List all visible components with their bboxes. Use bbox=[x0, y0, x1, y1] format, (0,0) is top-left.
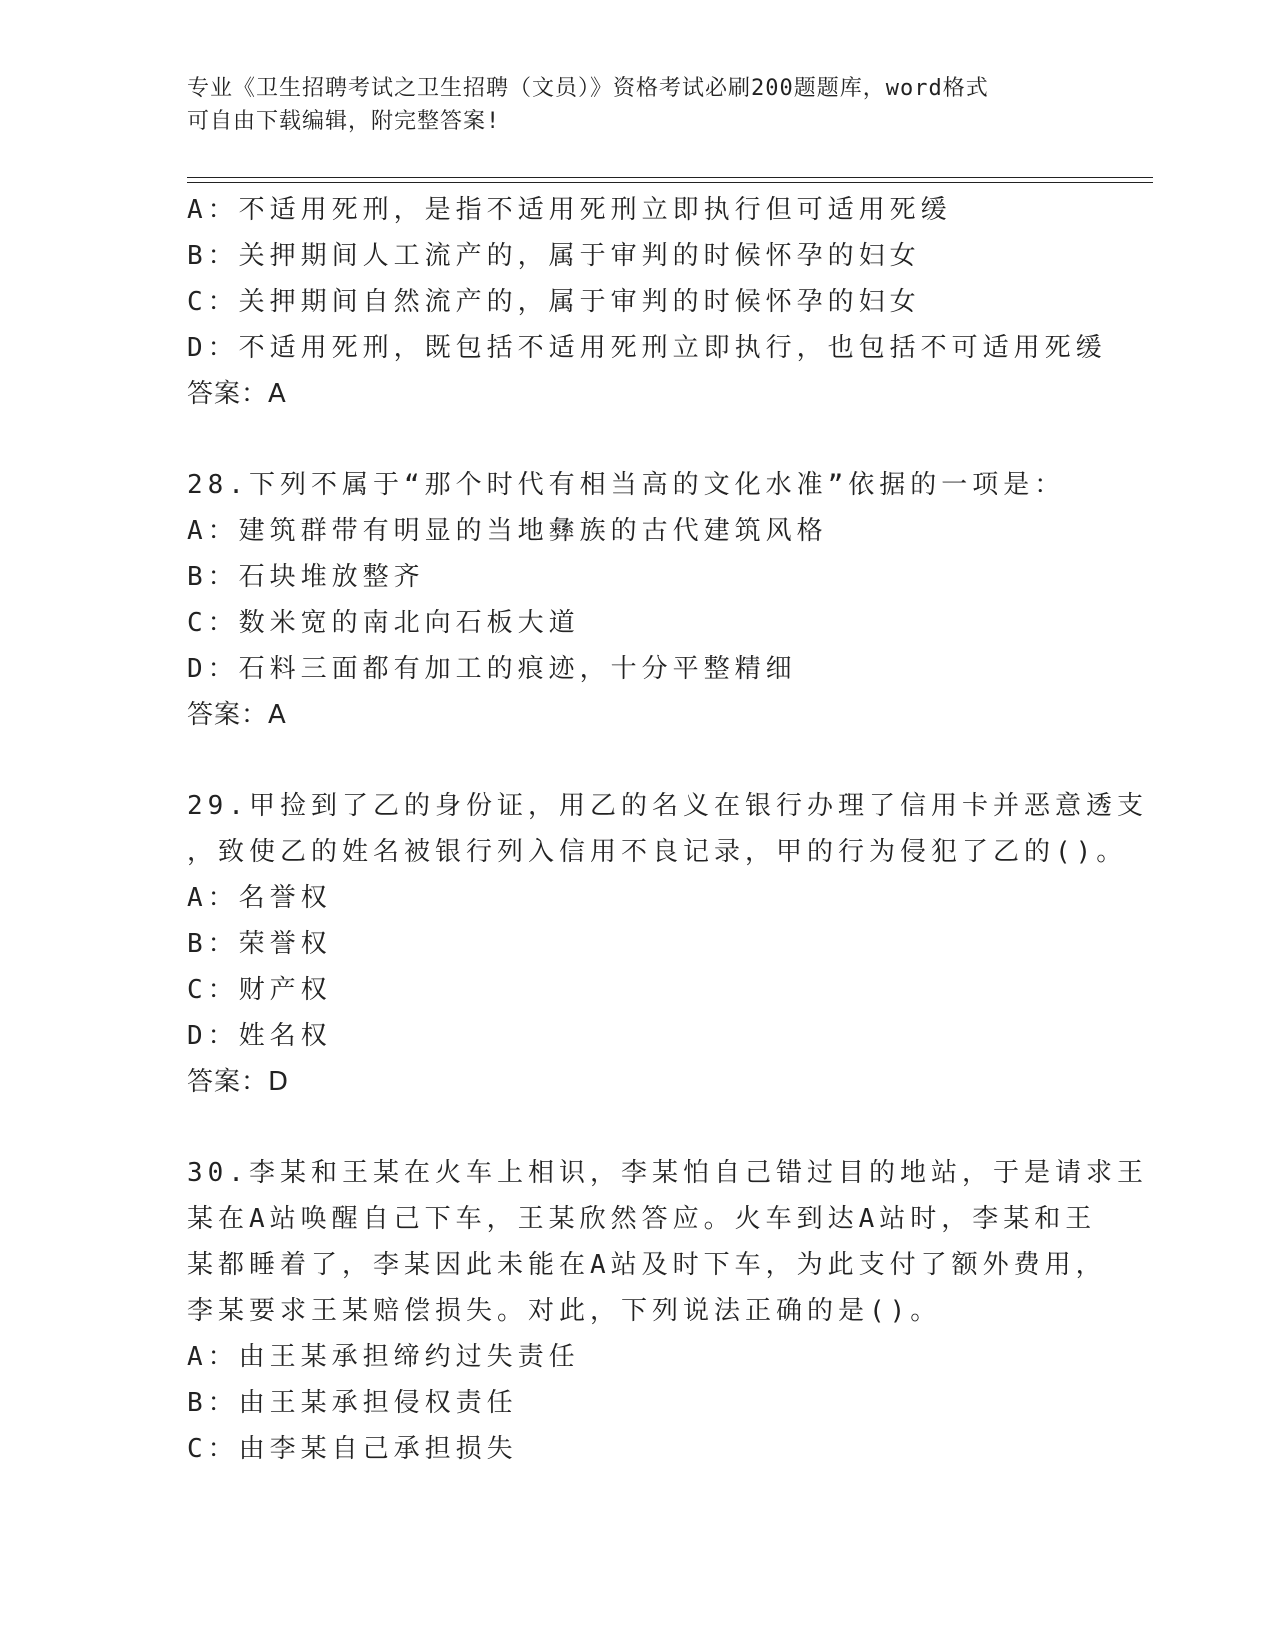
option-a: A：由王某承担缔约过失责任 bbox=[187, 1342, 580, 1372]
question-stem-line-3: 某都睡着了，李某因此未能在A站及时下车，为此支付了额外费用， bbox=[187, 1250, 1107, 1280]
option-d: D：石料三面都有加工的痕迹，十分平整精细 bbox=[187, 654, 797, 684]
option-d: D：姓名权 bbox=[187, 1021, 332, 1051]
option-a: A：名誉权 bbox=[187, 883, 332, 913]
option-b: B：荣誉权 bbox=[187, 929, 332, 959]
question-stem-line-2: 某在A站唤醒自己下车，王某欣然答应。火车到达A站时，李某和王 bbox=[187, 1204, 1097, 1234]
question-stem-line-1: 29.甲捡到了乙的身份证，用乙的名义在银行办理了信用卡并恶意透支 bbox=[187, 791, 1148, 821]
question-stem-line-4: 李某要求王某赔偿损失。对此，下列说法正确的是()。 bbox=[187, 1296, 942, 1326]
option-c: C：由李某自己承担损失 bbox=[187, 1434, 518, 1464]
question-30 bbox=[187, 1150, 1148, 1472]
question-stem-line-2: ，致使乙的姓名被银行列入信用不良记录，甲的行为侵犯了乙的()。 bbox=[187, 837, 1128, 867]
option-b: B：石块堆放整齐 bbox=[187, 562, 425, 592]
question-stem: 28.下列不属于“那个时代有相当高的文化水准”依据的一项是： bbox=[187, 470, 1066, 500]
question-28 bbox=[187, 462, 1087, 738]
question-27 bbox=[187, 187, 1107, 417]
question-spacer bbox=[187, 1105, 1087, 1150]
option-a: A：不适用死刑，是指不适用死刑立即执行但可适用死缓 bbox=[187, 195, 952, 225]
question-29 bbox=[187, 783, 1148, 1105]
answer: 答案：D bbox=[187, 1067, 290, 1097]
question-list bbox=[187, 187, 1148, 1472]
option-c: C：财产权 bbox=[187, 975, 332, 1005]
question-spacer bbox=[187, 738, 1087, 783]
question-spacer bbox=[187, 417, 1087, 462]
option-c: C：数米宽的南北向石板大道 bbox=[187, 608, 580, 638]
header-title-line-1: 专业《卫生招聘考试之卫生招聘（文员）》资格考试必刷200题题库，word格式 bbox=[187, 76, 989, 101]
option-c: C：关押期间自然流产的，属于审判的时候怀孕的妇女 bbox=[187, 287, 921, 317]
header-divider-bottom bbox=[187, 182, 1153, 183]
option-b: B：关押期间人工流产的，属于审判的时候怀孕的妇女 bbox=[187, 241, 921, 271]
answer: 答案：A bbox=[187, 700, 287, 730]
header-title-line-2: 可自由下载编辑，附完整答案! bbox=[187, 109, 501, 134]
question-stem-line-1: 30.李某和王某在火车上相识，李某怕自己错过目的地站，于是请求王 bbox=[187, 1158, 1148, 1188]
document-header bbox=[187, 72, 1067, 138]
option-d: D：不适用死刑，既包括不适用死刑立即执行，也包括不可适用死缓 bbox=[187, 333, 1107, 363]
option-a: A：建筑群带有明显的当地彝族的古代建筑风格 bbox=[187, 516, 828, 546]
answer: 答案：A bbox=[187, 379, 287, 409]
header-divider-top bbox=[187, 177, 1153, 178]
option-b: B：由王某承担侵权责任 bbox=[187, 1388, 518, 1418]
